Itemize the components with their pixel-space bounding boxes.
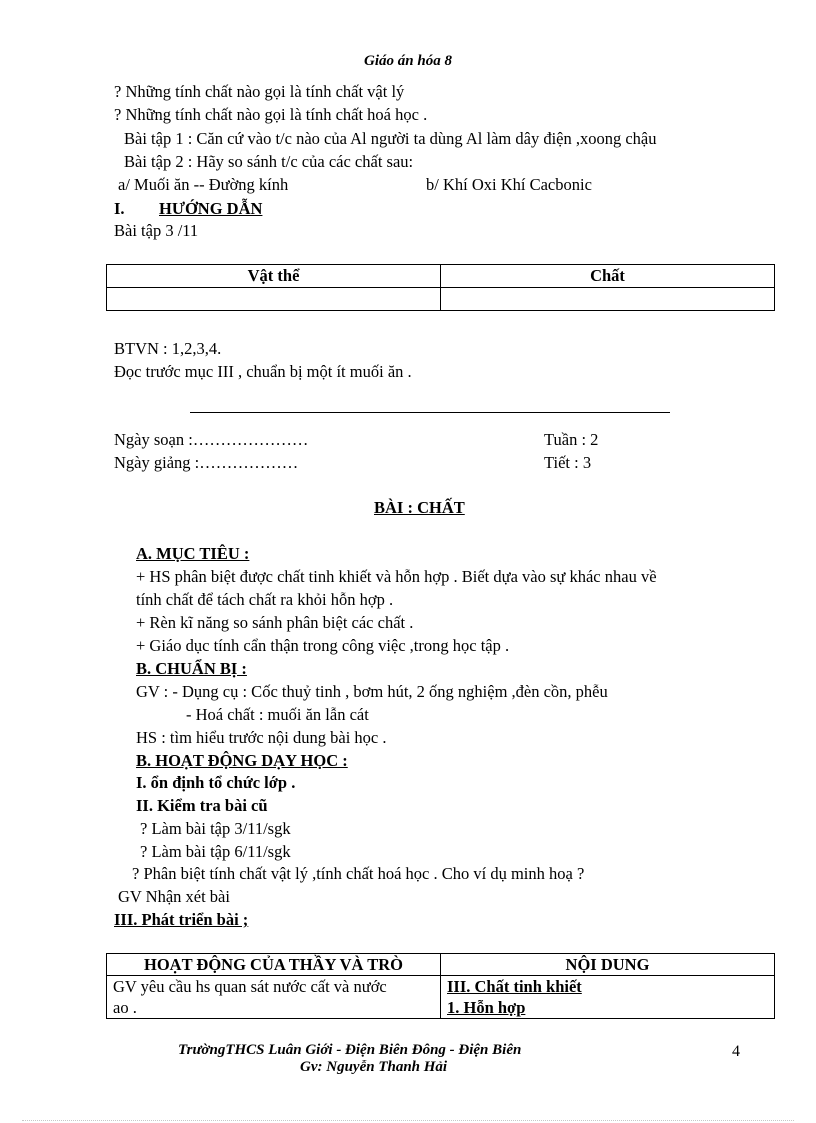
objective-2: + Rèn kĩ năng so sánh phân biệt các chất . — [136, 613, 414, 632]
lesson-title: BÀI : CHẤT — [374, 498, 465, 517]
prep-teacher-tools: GV : - Dụng cụ : Cốc thuỷ tinh , bơm hút, 2 ống nghiệm ,đèn cồn, phễu — [136, 682, 608, 701]
activities-heading: B. HOẠT ĐỘNG DẠY HỌC : — [136, 751, 348, 770]
review-question-1: ? Làm bài tập 3/11/sgk — [140, 819, 291, 838]
teacher-feedback: GV Nhận xét bài — [118, 887, 230, 906]
prep-heading: B. CHUẨN BỊ : — [136, 659, 247, 678]
section-divider — [190, 412, 670, 413]
review-question-2: ? Làm bài tập 6/11/sgk — [140, 842, 291, 861]
table2-activity-line2: ao . — [113, 998, 137, 1017]
table1-cell-empty — [441, 288, 775, 311]
page-bottom-border — [22, 1120, 794, 1121]
week-number: Tuần : 2 — [544, 430, 599, 449]
prep-teacher-chemicals: - Hoá chất : muối ăn lẫn cát — [186, 705, 369, 724]
table2-activity-line1: GV yêu cầu hs quan sát nước cất và nước — [113, 977, 387, 996]
footer-teacher: Gv: Nguyễn Thanh Hải — [300, 1059, 448, 1075]
exercise-2a: a/ Muối ăn -- Đường kính — [118, 175, 289, 194]
table-activities — [106, 953, 775, 1019]
page-number: 4 — [732, 1043, 740, 1060]
table1-header-substance: Chất — [441, 265, 775, 288]
table1-cell-empty — [107, 288, 441, 311]
table2-header-activity: HOẠT ĐỘNG CỦA THẦY VÀ TRÒ — [107, 954, 441, 976]
exercise-2: Bài tập 2 : Hãy so sánh t/c của các chất sau: — [124, 152, 414, 171]
guide-exercise: Bài tập 3 /11 — [114, 221, 199, 240]
objective-1b: tính chất để tách chất ra khỏi hỗn hợp . — [136, 590, 394, 609]
step-review: II. Kiểm tra bài cũ — [136, 796, 268, 815]
homework-read: Đọc trước mục III , chuẩn bị một ít muối ăn . — [114, 362, 412, 381]
date-taught: Ngày giảng :……………… — [114, 453, 299, 472]
footer-school: TrườngTHCS Luân Giới - Điện Biên Đông - Điện Biên — [178, 1042, 522, 1058]
exercise-2b: b/ Khí Oxi Khí Cacbonic — [426, 175, 592, 194]
question-physical: ? Những tính chất nào gọi là tính chất vật lý — [114, 82, 405, 101]
table2-activity-cell — [107, 976, 441, 1019]
table2-content-cell — [441, 976, 775, 1019]
objectives-heading: A. MỤC TIÊU : — [136, 544, 250, 563]
guide-numeral: I. — [114, 199, 125, 218]
prep-student: HS : tìm hiểu trước nội dung bài học . — [136, 728, 387, 747]
objective-3: + Giáo dục tính cẩn thận trong công việc ,trong học tập . — [136, 636, 510, 655]
table2-content-heading: III. Chất tinh khiết — [447, 977, 582, 996]
review-question-3: ? Phân biệt tính chất vật lý ,tính chất hoá học . Cho ví dụ minh hoạ ? — [132, 864, 585, 883]
page-header: Giáo án hóa 8 — [364, 53, 452, 69]
table2-header-content: NỘI DUNG — [441, 954, 775, 976]
exercise-1: Bài tập 1 : Căn cứ vào t/c nào của Al người ta dùng Al làm dây điện ,xoong chậu — [124, 129, 657, 148]
table2-content-subheading: 1. Hỗn hợp — [447, 998, 526, 1017]
table1-header-object: Vật thể — [107, 265, 441, 288]
homework-btvn: BTVN : 1,2,3,4. — [114, 339, 222, 358]
objective-1a: + HS phân biệt được chất tinh khiết và hỗn hợp . Biết dựa vào sự khác nhau về — [136, 567, 657, 586]
period-number: Tiết : 3 — [544, 453, 592, 472]
question-chemical: ? Những tính chất nào gọi là tính chất hoá học . — [114, 105, 428, 124]
table-object-substance — [106, 264, 775, 311]
guide-heading: HƯỚNG DẪN — [159, 199, 263, 218]
step-development: III. Phát triển bài ; — [114, 910, 249, 929]
date-prepared: Ngày soạn :………………… — [114, 430, 309, 449]
step-class-organization: I. ổn định tổ chức lớp . — [136, 773, 296, 792]
